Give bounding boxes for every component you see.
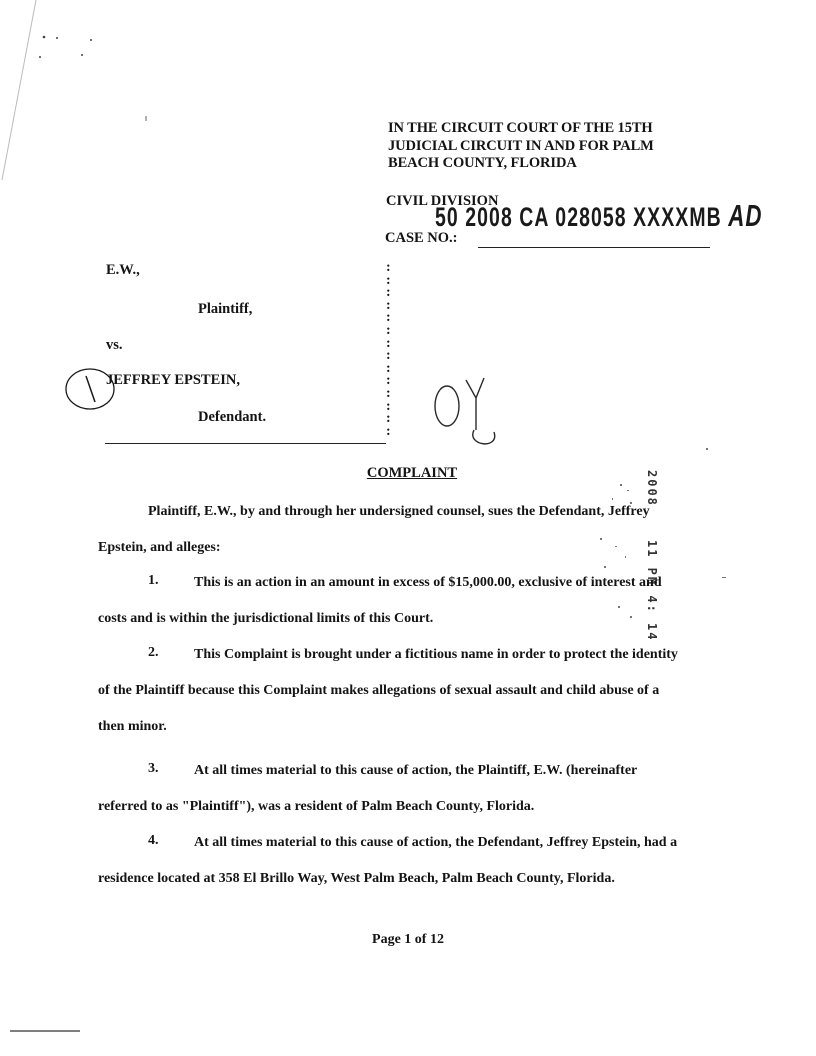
case-number: 50 2008 CA 028058 XXXXMB: [435, 202, 722, 232]
document-title: [0, 465, 816, 482]
scan-speck: [39, 56, 41, 58]
plaintiff-name: E.W.,: [106, 262, 140, 278]
paragraph-line: At all times material to this cause of action, the Plaintiff, E.W. (hereinafter: [194, 763, 638, 778]
court-heading: [388, 120, 654, 173]
scan-edge-line: [2, 0, 36, 180]
paragraph-line: residence located at 358 El Brillo Way, West Palm Beach, Palm Beach County, Florida.: [98, 871, 615, 886]
paragraph-line: then minor.: [98, 719, 167, 734]
filing-stamp-year: 2008: [645, 470, 659, 507]
paragraph-line: At all times material to this cause of action, the Defendant, Jeffrey Epstein, had a: [194, 835, 678, 850]
case-no-label: CASE NO.:: [385, 230, 458, 246]
handwritten-initial-o: [435, 386, 459, 426]
scan-speck: [56, 37, 58, 39]
caption-divider-colons: : : : : : : : : : : : : : :: [386, 260, 391, 439]
handwritten-digit-one: [86, 376, 95, 402]
handwritten-initial-y: [466, 378, 495, 444]
paragraph-line: referred to as "Plaintiff"), was a resident of Palm Beach County, Florida.: [98, 799, 535, 814]
plaintiff-role: Plaintiff,: [198, 301, 253, 317]
court-line: IN THE CIRCUIT COURT OF THE 15TH: [388, 120, 653, 136]
division-label: CIVIL DIVISION: [386, 193, 499, 209]
paragraph-line: costs and is within the jurisdictional limits of this Court.: [98, 611, 434, 626]
paragraph-line: of the Plaintiff because this Complaint makes allegations of sexual assault and child abuse of a: [98, 683, 660, 698]
intro-line: Plaintiff, E.W., by and through her undersigned counsel, sues the Defendant, Jeffrey: [148, 504, 650, 519]
filing-stamp-time: 11 PM 4: 14: [645, 540, 659, 642]
page-number: Page 1 of 12: [372, 932, 444, 947]
court-line: BEACH COUNTY, FLORIDA: [388, 155, 577, 171]
defendant-name: JEFFREY EPSTEIN,: [106, 372, 241, 388]
court-line: JUDICIAL CIRCUIT IN AND FOR PALM: [388, 137, 654, 154]
scan-speck: [90, 39, 92, 41]
scan-speck: [43, 36, 46, 39]
paragraph-line: This is an action in an amount in excess of $15,000.00, exclusive of interest and: [194, 575, 662, 590]
scan-speck: [81, 54, 83, 56]
case-suffix: AD: [728, 198, 763, 233]
intro-line: Epstein, and alleges:: [98, 540, 221, 555]
paragraph-number: 2.: [148, 645, 159, 660]
versus-label: vs.: [106, 337, 123, 353]
case-number-underline: [478, 247, 710, 248]
defendant-role: Defendant.: [198, 409, 267, 425]
caption-underline: [105, 443, 386, 444]
paragraph-number: 1.: [148, 573, 159, 588]
paragraph-number: 4.: [148, 833, 159, 848]
case-number-stamp: [435, 198, 763, 234]
paragraph-line: This Complaint is brought under a fictitious name in order to protect the identity: [194, 647, 678, 662]
paragraph-number: 3.: [148, 761, 159, 776]
complaint-title: COMPLAINT: [366, 465, 458, 481]
